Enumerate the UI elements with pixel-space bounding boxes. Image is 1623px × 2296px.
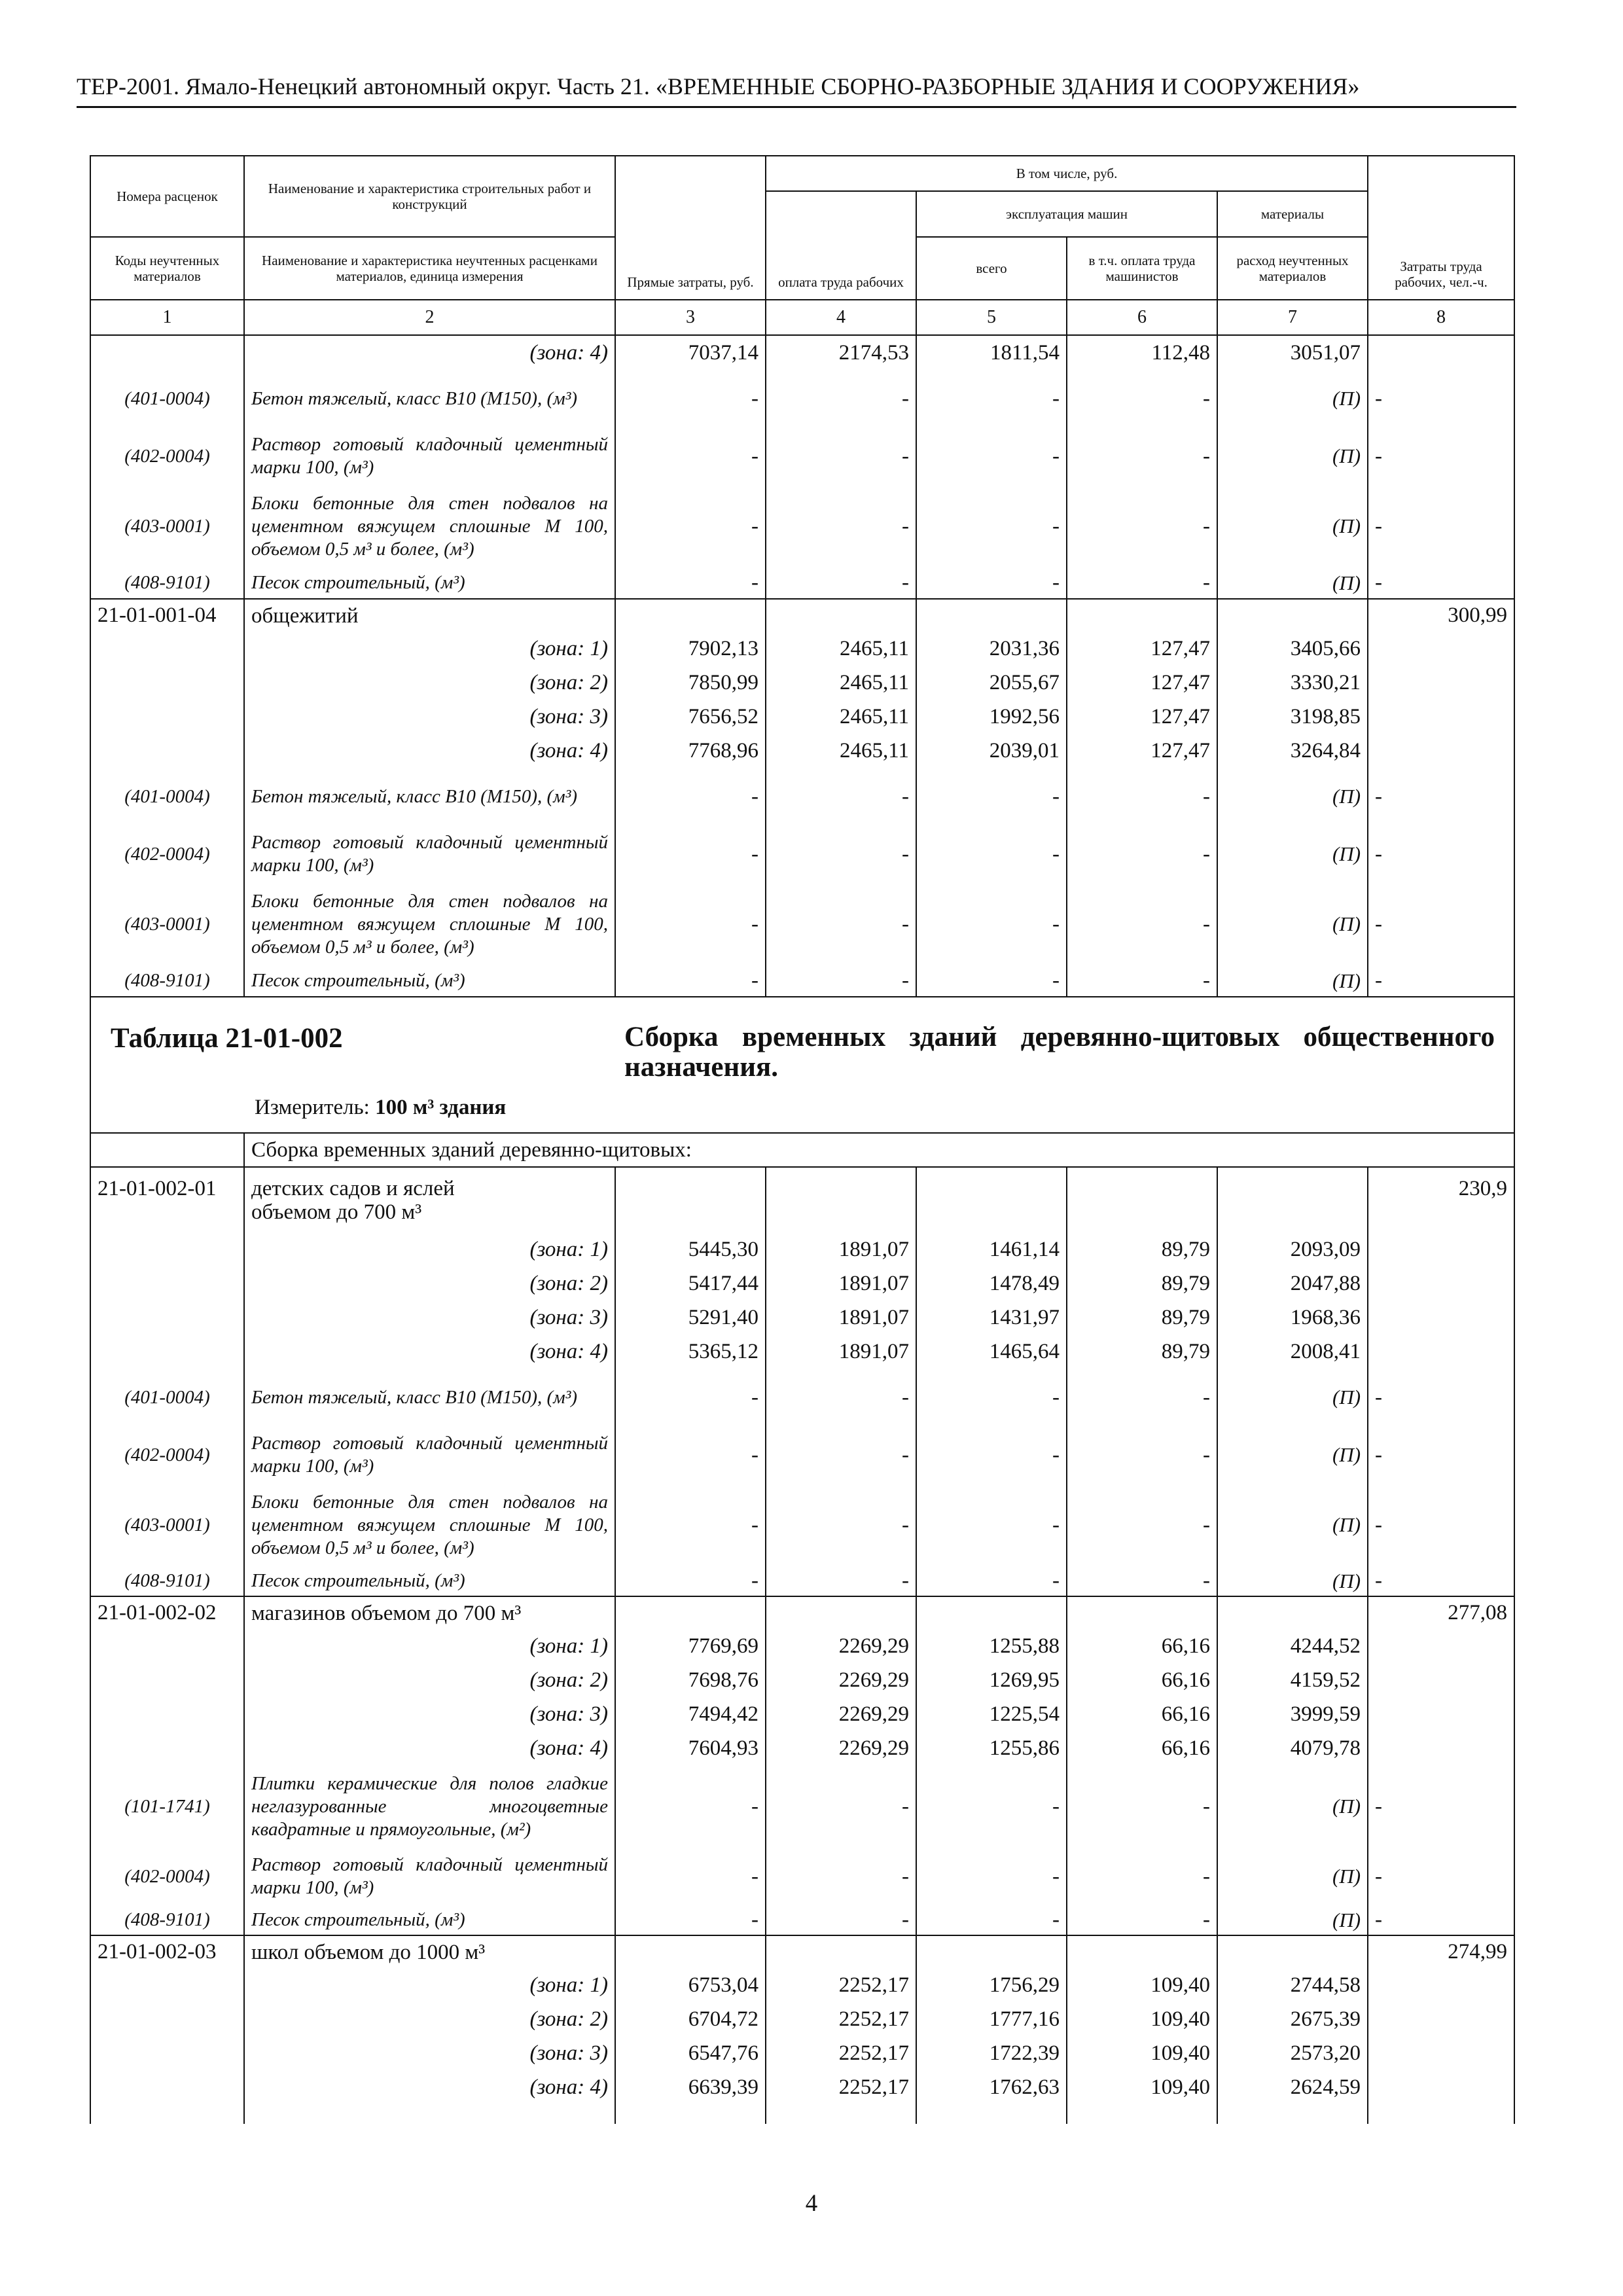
zone-row: (зона: 4) 7768,96 2465,11 2039,01 127,47 3264,84 — [90, 734, 1514, 768]
rate-code: 21-01-002-01 — [90, 1167, 244, 1232]
zone-row: (зона: 2) 7698,76 2269,29 1269,95 66,16 4159,52 — [90, 1663, 1514, 1697]
rate-code: 21-01-002-02 — [90, 1596, 244, 1629]
col-header-materials: материалы — [1217, 191, 1368, 237]
material-row: (402-0004) Раствор готовый кладочный цементный марки 100, (м³) - - - - (П) - — [90, 427, 1514, 485]
zone-row: (зона: 1) 7902,13 2465,11 2031,36 127,47 3405,66 — [90, 632, 1514, 666]
col-header-unaccounted-materials: расход неучтенных материалов — [1217, 237, 1368, 300]
material-row: (408-9101) Песок строительный, (м³) - - - - (П) - — [90, 1566, 1514, 1596]
material-row: (403-0001) Блоки бетонные для стен подвалов на цементном вяжущем сплошные М 100, объемом 0,5 м³ и более, (м³) - - - - (П) - — [90, 883, 1514, 965]
col-header-rate-numbers: Номера расценок — [90, 156, 244, 237]
material-row: (402-0004) Раствор готовый кладочный цементный марки 100, (м³) - - - - (П) - — [90, 825, 1514, 883]
material-row: (408-9101) Песок строительный, (м³) - - - - (П) - — [90, 1905, 1514, 1935]
col-header-material-names: Наименование и характеристика неучтенных расценками материалов, единица измерения — [244, 237, 615, 300]
material-row: (101-1741) Плитки керамические для полов гладкие неглазурованные многоцветные квадратные и прямоугольные, (м²) - - - - (П) - — [90, 1765, 1514, 1848]
material-row: (401-0004) Бетон тяжелый, класс В10 (М150), (м³) - - - - (П) - — [90, 1369, 1514, 1426]
col-header-total: всего — [916, 237, 1067, 300]
zone-row: (зона: 3) 7656,52 2465,11 1992,56 127,47 3198,85 — [90, 700, 1514, 734]
rate-name: школ объемом до 1000 м³ — [244, 1935, 615, 1968]
col-header-worker-pay: оплата труда рабочих — [766, 191, 916, 300]
col-number: 5 — [916, 300, 1067, 335]
page-header-title: ТЕР-2001. Ямало-Ненецкий автономный округ. Часть 21. «ВРЕМЕННЫЕ СБОРНО-РАЗБОРНЫЕ ЗДАНИЯ И СООРУЖЕНИЯ» — [77, 73, 1360, 99]
zone-row: (зона: 4) 6639,39 2252,17 1762,63 109,40 2624,59 — [90, 2070, 1514, 2104]
col-number: 1 — [90, 300, 244, 335]
rate-name: детских садов и яслей объемом до 700 м³ — [244, 1167, 615, 1232]
measure-line — [255, 1096, 506, 1120]
col-header-work-name: Наименование и характеристика строительных работ и конструкций — [244, 156, 615, 237]
material-row: (402-0004) Раствор готовый кладочный цементный марки 100, (м³) - - - - (П) - — [90, 1848, 1514, 1905]
zone-row: (зона: 2) 7850,99 2465,11 2055,67 127,47 3330,21 — [90, 666, 1514, 700]
col-number: 3 — [615, 300, 766, 335]
rate-row — [90, 1596, 1514, 1629]
table-tail — [90, 2104, 1514, 2124]
col-header-including: В том числе, руб. — [766, 156, 1368, 191]
labor-costs: 277,08 — [1368, 1596, 1514, 1629]
table-subheading: Сборка временных зданий деревянно-щитовых: — [244, 1133, 1514, 1167]
zone-row: (зона: 1) 5445,30 1891,07 1461,14 89,79 2093,09 — [90, 1232, 1514, 1266]
table-title: Сборка временных зданий деревянно-щитовых общественного назначения. — [624, 1022, 1495, 1083]
col-header-operator-pay: в т.ч. оплата труда машинистов — [1067, 237, 1217, 300]
material-row: (408-9101) Песок строительный, (м³) - - - - (П) - — [90, 567, 1514, 599]
zone-row: (зона: 1) 7769,69 2269,29 1255,88 66,16 4244,52 — [90, 1629, 1514, 1663]
zone-row: (зона: 3) 7494,42 2269,29 1225,54 66,16 3999,59 — [90, 1697, 1514, 1731]
zone-row: (зона: 4) 5365,12 1891,07 1465,64 89,79 2008,41 — [90, 1335, 1514, 1369]
labor-costs: 300,99 — [1368, 599, 1514, 632]
labor-costs: 230,9 — [1368, 1167, 1514, 1232]
rate-code: 21-01-002-03 — [90, 1935, 244, 1968]
rate-name: общежитий — [244, 599, 615, 632]
material-row: (403-0001) Блоки бетонные для стен подвалов на цементном вяжущем сплошные М 100, объемом 0,5 м³ и более, (м³) - - - - (П) - — [90, 485, 1514, 567]
rate-code: 21-01-001-04 — [90, 599, 244, 632]
material-row: (408-9101) Песок строительный, (м³) - - - - (П) - — [90, 965, 1514, 997]
material-row: (401-0004) Бетон тяжелый, класс В10 (М150), (м³) - - - - (П) - — [90, 370, 1514, 427]
zone-row: (зона: 3) 6547,76 2252,17 1722,39 109,40 2573,20 — [90, 2036, 1514, 2070]
rate-name: магазинов объемом до 700 м³ — [244, 1596, 615, 1629]
col-number: 4 — [766, 300, 916, 335]
zone-row: (зона: 3) 5291,40 1891,07 1431,97 89,79 1968,36 — [90, 1300, 1514, 1335]
col-header-direct-costs: Прямые затраты, руб. — [615, 156, 766, 300]
page-number: 4 — [805, 2190, 818, 2217]
subheading-row — [90, 1133, 1514, 1167]
material-row: (401-0004) Бетон тяжелый, класс В10 (М150), (м³) - - - - (П) - — [90, 768, 1514, 825]
table-label: Таблица 21-01-002 — [111, 1023, 343, 1054]
col-number: 8 — [1368, 300, 1514, 335]
zone-row: (зона: 4) 7604,93 2269,29 1255,86 66,16 4079,78 — [90, 1731, 1514, 1765]
material-row: (402-0004) Раствор готовый кладочный цементный марки 100, (м³) - - - - (П) - — [90, 1426, 1514, 1484]
rate-row — [90, 1167, 1514, 1232]
measure-value: 100 м³ здания — [375, 1096, 507, 1119]
zone-row: (зона: 4) 7037,14 2174,53 1811,54 112,48 3051,07 — [90, 335, 1514, 370]
header-rule — [77, 106, 1516, 108]
rates-table — [90, 155, 1515, 2124]
table-002-heading — [90, 997, 1514, 1133]
measure-label: Измеритель: — [255, 1096, 370, 1119]
zone-row: (зона: 1) 6753,04 2252,17 1756,29 109,40 2744,58 — [90, 1968, 1514, 2002]
material-row: (403-0001) Блоки бетонные для стен подвалов на цементном вяжущем сплошные М 100, объемом 0,5 м³ и более, (м³) - - - - (П) - — [90, 1484, 1514, 1566]
labor-costs: 274,99 — [1368, 1935, 1514, 1968]
col-header-labor-costs: Затраты труда рабочих, чел.-ч. — [1368, 156, 1514, 300]
col-number: 2 — [244, 300, 615, 335]
rate-row — [90, 1935, 1514, 1968]
col-number: 7 — [1217, 300, 1368, 335]
zone-row: (зона: 2) 6704,72 2252,17 1777,16 109,40 2675,39 — [90, 2002, 1514, 2036]
zone-row: (зона: 2) 5417,44 1891,07 1478,49 89,79 2047,88 — [90, 1266, 1514, 1300]
col-number: 6 — [1067, 300, 1217, 335]
rate-row — [90, 599, 1514, 632]
col-header-machine-operation: эксплуатация машин — [916, 191, 1217, 237]
col-header-material-codes: Коды неучтенных материалов — [90, 237, 244, 300]
